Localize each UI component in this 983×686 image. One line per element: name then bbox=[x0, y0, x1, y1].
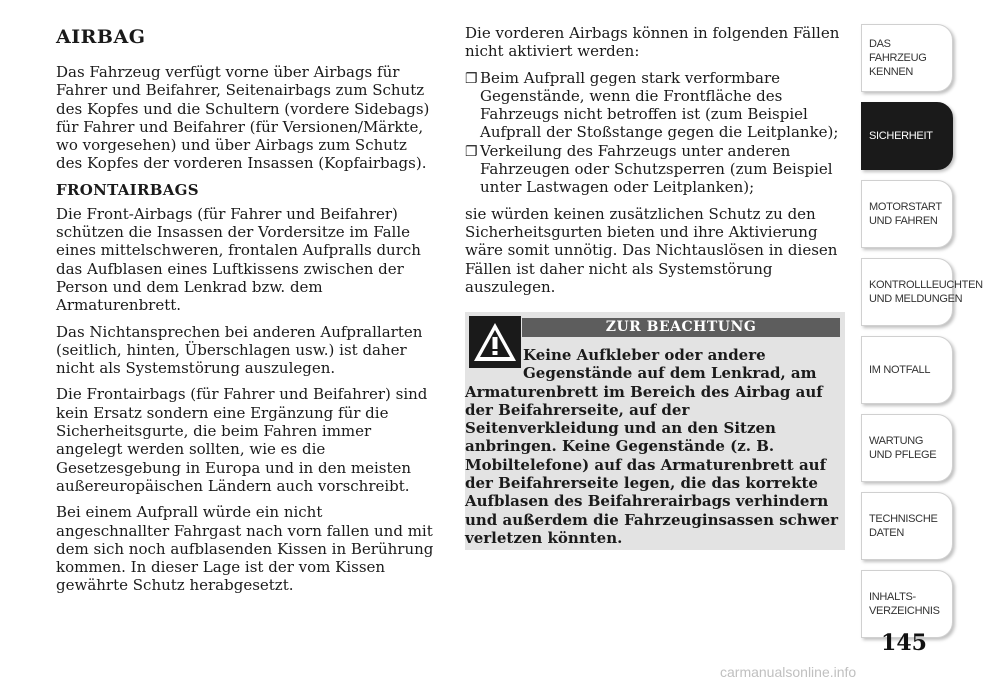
checkbox-bullet-icon: ❐ bbox=[465, 143, 478, 160]
tab-das-fahrzeug-kennen[interactable]: DAS FAHRZEUG KENNEN bbox=[861, 24, 953, 92]
tab-sicherheit[interactable]: SICHERHEIT bbox=[861, 102, 953, 170]
bullet-list bbox=[465, 69, 845, 197]
page-number: 145 bbox=[881, 630, 927, 656]
tab-wartung-und-pflege[interactable]: WARTUNG UND PFLEGE bbox=[861, 414, 953, 482]
right-outro: sie würden keinen zusätzlichen Schutz zu den Sicherheitsgurten bieten und ihre Aktivierung wäre somit unnötig. Das Nichtauslösen in diesen Fällen ist daher nicht als Systemstörung auszulegen. bbox=[465, 204, 838, 296]
tab-motorstart-und-fahren[interactable]: MOTORSTART UND FAHREN bbox=[861, 180, 953, 248]
tab-im-notfall[interactable]: IM NOTFALL bbox=[861, 336, 953, 404]
body-paragraph: Das Nichtansprechen bei anderen Aufprallarten (seitlich, hinten, Überschlagen usw.) ist daher nicht als Systemstörung auszulegen. bbox=[56, 322, 423, 378]
body-paragraph: Die Frontairbags (für Fahrer und Beifahrer) sind kein Ersatz sondern eine Ergänzung für die Sicherheitsgurte, die beim Fahren immer angelegt werden sollten, wie es die Gesetzesgebung in Europa und in den meisten außereuropäischen Ländern auch vorschreibt. bbox=[56, 385, 428, 495]
tab-technische-daten[interactable]: TECHNISCHE DATEN bbox=[861, 492, 953, 560]
tab-inhaltsverzeichnis[interactable]: INHALTS-VERZEICHNIS bbox=[861, 570, 953, 638]
subsection-title: FRONTAIRBAGS bbox=[56, 180, 199, 199]
list-item: ❐ Verkeilung des Fahrzeugs unter anderen Fahrzeugen oder Schutzsperren (zum Beispiel unter Lastwagen oder Leitplanken); bbox=[465, 141, 833, 197]
warning-box bbox=[465, 312, 845, 550]
section-title: AIRBAG bbox=[56, 26, 146, 48]
warning-text: Keine Aufkleber oder andere Gegenstände auf dem Lenkrad, am Armaturenbrett im Bereich des Airbag auf der Beifahrerseite, auf der Seitenverkleidung und an den Sitzen anbringen. Keine Gegenstände (z. B. Mobiltelefone) auf das Armaturenbrett auf der Beifahrerseite legen, die das korrekte Aufblasen des Beifahrerairbags verhindern und außerdem die Fahrzeuginsassen schwer verletzen könnten. bbox=[465, 346, 839, 547]
checkbox-bullet-icon: ❐ bbox=[465, 70, 478, 87]
left-column bbox=[56, 26, 436, 603]
list-item: ❐ Beim Aufprall gegen stark verformbare Gegenstände, wenn die Frontfläche des Fahrzeugs nicht betroffen ist (zum Beispiel Aufprall der Stoßstange gegen die Leitplanke); bbox=[465, 68, 839, 142]
right-column bbox=[465, 24, 845, 304]
body-paragraph: Bei einem Aufprall würde ein nicht angeschnallter Fahrgast nach vorn fallen und mit dem sich noch aufblasenden Kissen in Berührung kommen. In dieser Lage ist der vom Kissen gewährte Schutz herabgesetzt. bbox=[56, 503, 434, 595]
tab-kontrollleuchten[interactable]: KONTROLLLEUCHTEN UND MELDUNGEN bbox=[861, 258, 953, 326]
warning-header: ZUR BEACHTUNG bbox=[522, 318, 840, 337]
intro-paragraph: Das Fahrzeug verfügt vorne über Airbags für Fahrer und Beifahrer, Seitenairbags zum Schutz des Kopfes und die Schultern (vordere Sidebags) für Fahrer und Beifahrer (für Versionen/Märkte, wo vorgesehen) und über Airbags zum Schutz des Kopfes der vorderen Insassen (Kopfairbags). bbox=[56, 63, 430, 173]
right-intro: Die vorderen Airbags können in folgenden Fällen nicht aktiviert werden: bbox=[465, 24, 840, 61]
body-paragraph: Die Front-Airbags (für Fahrer und Beifahrer) schützen die Insassen der Vordersitze im Falle eines mittelschweren, frontalen Aufpralls durch das Aufblasen eines Luftkissens zwischen der Person und dem Lenkrad bzw. dem Armaturenbrett. bbox=[56, 204, 421, 315]
watermark: carmanualsonline.info bbox=[720, 664, 857, 680]
